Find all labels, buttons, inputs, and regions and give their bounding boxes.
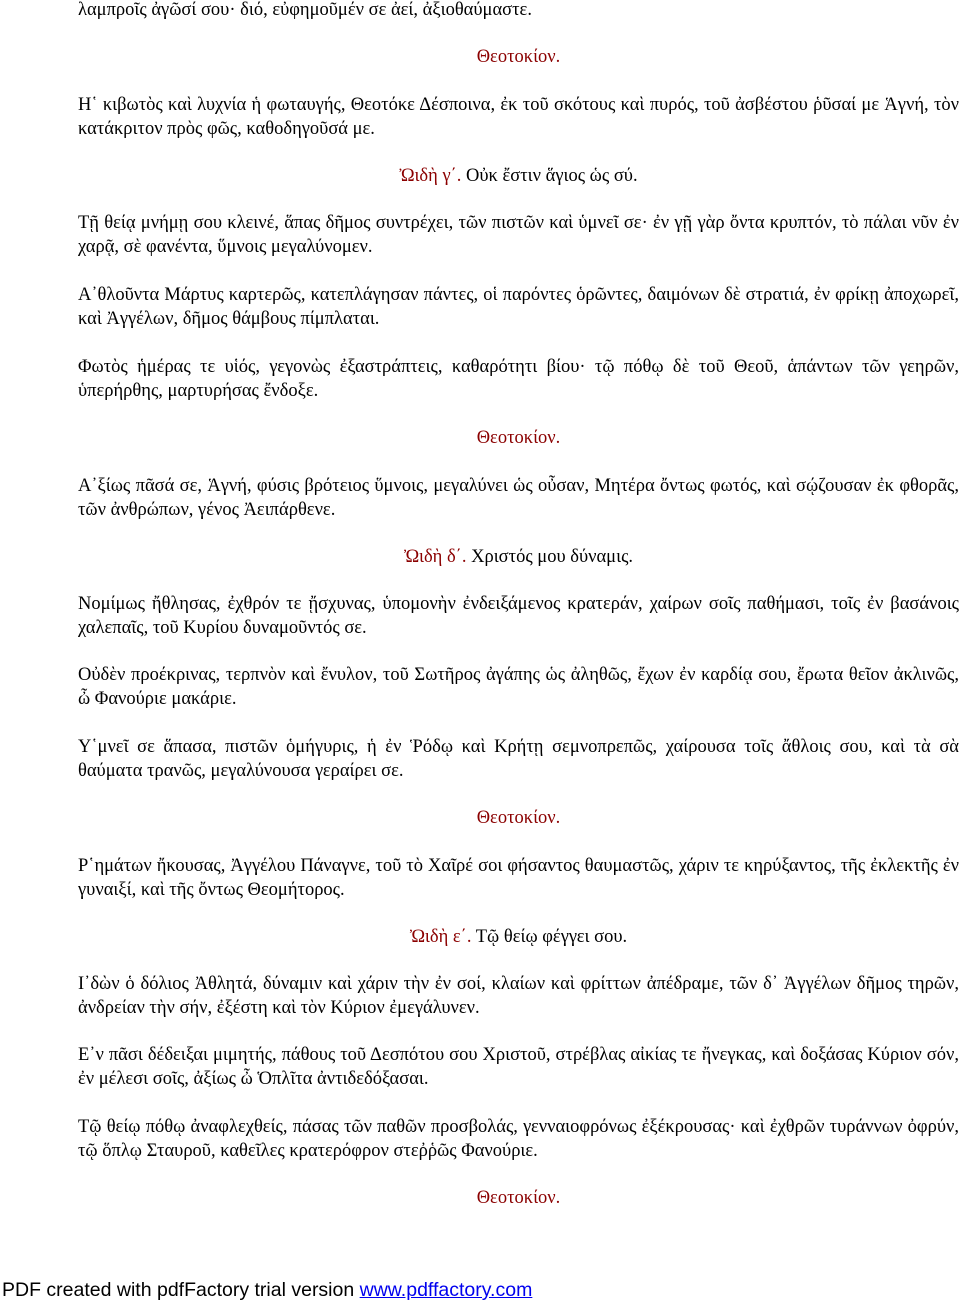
ode-number: Ὠιδὴ ε΄.: [409, 927, 472, 947]
ode-hirmos: Χριστός μου δύναμις.: [466, 547, 634, 567]
text-paragraph: Ρ῾ημάτων ἤκουσας, Ἀγγέλου Πάναγνε, τοῦ τὸ Χαῖρέ σοι φήσαντος θαυμαστῶς, χάριν τε κηρύξαντος, τῆς ἐκλεκτῆς ἐν γυναιξί, καὶ τῆς ὄντως Θεομήτορος.: [78, 856, 959, 900]
section-heading: Θεοτοκίον.: [476, 428, 561, 448]
text-paragraph: Ι᾿δὼν ὁ δόλιος Ἀθλητά, δύναμιν καὶ χάριν τὴν ἐν σοί, κλαίων καὶ φρίττων ἀπέδραμε, τῶν δ᾿ Ἀγγέλων δῆμος τηρῶν, ἀνδρείαν τὴν σήν, ἐξέστη καὶ τὸν Κύριον ἐμεγάλυνεν.: [78, 974, 959, 1018]
section-heading: Θεοτοκίον.: [476, 808, 561, 828]
text-paragraph: Φωτὸς ἡμέρας τε υἱός, γεγονὼς ἐξαστράπτεις, καθαρότητι βίου· τῷ πόθῳ δὲ τοῦ Θεοῦ, ἁπάντων τῶν γεηρῶν, ὑπερήρθης, μαρτυρήσας ἔνδοξε.: [78, 357, 959, 401]
text-paragraph: Τῷ θείῳ πόθῳ ἀναφλεχθείς, πάσας τῶν παθῶν προσβολάς, γενναιοφρόνως ἐξέκρουσας· καὶ ἐχθρῶν τυράννων ὀφρύν, τῷ ὅπλῳ Σταυροῦ, καθεῖλες κρατερόφρον στεῤῥῶς Φανούριε.: [78, 1117, 959, 1161]
text-paragraph: Υ῾μνεῖ σε ἅπασα, πιστῶν ὁμήγυρις, ἡ ἐν Ῥόδῳ καὶ Κρήτῃ σεμνοπρεπῶς, χαίρουσα τοῖς ἄθλοις σου, καὶ τὰ σὰ θαύματα τρανῶς, μεγαλύνουσα γεραίρει σε.: [78, 737, 959, 781]
section-heading: Θεοτοκίον.: [476, 1188, 561, 1208]
pdf-footer: [2, 1278, 532, 1302]
footer-text: PDF created with pdfFactory trial version: [2, 1279, 360, 1301]
section-heading: Θεοτοκίον.: [476, 47, 561, 67]
text-paragraph: Η῾ κιβωτὸς καὶ λυχνία ἡ φωταυγής, Θεοτόκε Δέσποινα, ἐκ τοῦ σκότους καὶ πυρός, τοῦ ἀσβέστου ῥῦσαί με Ἁγνή, τὸν κατάκριτον πρὸς φῶς, καθοδηγοῦσά με.: [78, 95, 959, 139]
ode-number: Ὠιδὴ γ΄.: [399, 166, 462, 186]
ode-number: Ὠιδὴ δ΄.: [403, 547, 467, 567]
text-paragraph: Οὐδὲν προέκρινας, τερπνὸν καὶ ἔνυλον, τοῦ Σωτῆρος ἀγάπης ὡς ἀληθῶς, ἔχων ἐν καρδίᾳ σου, ἔρωτα θεῖον ἀκλινῶς, ὦ Φανούριε μακάριε.: [78, 665, 959, 709]
ode-heading: [78, 545, 959, 569]
footer-link[interactable]: www.pdffactory.com: [359, 1279, 533, 1301]
ode-heading: [78, 164, 959, 188]
text-paragraph: Τῇ θείᾳ μνήμῃ σου κλεινέ, ἅπας δῆμος συντρέχει, τῶν πιστῶν καὶ ὑμνεῖ σε· ἐν γῇ γὰρ ὄντα κρυπτόν, τὸ πάλαι νῦν ἐν χαρᾷ, σὲ φανέντα, ὕμνοις μεγαλύνομεν.: [78, 213, 959, 257]
text-paragraph: Ε᾿ν πᾶσι δέδειξαι μιμητής, πάθους τοῦ Δεσπότου σου Χριστοῦ, στρέβλας αἰκίας τε ἤνεγκας, καὶ δοξάσας Κύριον σόν, ἐν μέλεσι σοῖς, ἀξίως ὦ Ὁπλῖτα ἀντιδεδόξασαι.: [78, 1045, 959, 1089]
text-paragraph: Α᾿θλοῦντα Μάρτυς καρτερῶς, κατεπλάγησαν πάντες, οἱ παρόντες ὁρῶντες, δαιμόνων δὲ στρατιά, ἐν φρίκῃ ἀποχωρεῖ, καὶ Ἀγγέλων, δῆμος θάμβους πίμπλαται.: [78, 285, 959, 329]
text-paragraph: Νομίμως ἤθλησας, ἐχθρόν τε ᾔσχυνας, ὑπομονὴν ἐνδειξάμενος κρατεράν, χαίρων σοῖς παθήμασι, τοῖς ἐν βασάνοις χαλεπαῖς, τοῦ Κυρίου δυναμοῦντός σε.: [78, 594, 959, 638]
text-paragraph: Α᾿ξίως πᾶσά σε, Ἁγνή, φύσις βρότειος ὕμνοις, μεγαλύνει ὡς οὖσαν, Μητέρα ὄντως φωτός, καὶ σῴζουσαν ἐκ φθορᾶς, τῶν ἀνθρώπων, γένος Ἀειπάρθενε.: [78, 476, 959, 520]
ode-hirmos: Τῷ θείῳ φέγγει σου.: [471, 927, 628, 947]
ode-heading: [78, 925, 959, 949]
ode-hirmos: Οὐκ ἔστιν ἅγιος ὡς σύ.: [461, 166, 638, 186]
text-paragraph: λαμπροῖς ἀγῶσί σου· διό, εὐφημοῦμέν σε ἀεί, ἀξιοθαύμαστε.: [78, 0, 532, 20]
